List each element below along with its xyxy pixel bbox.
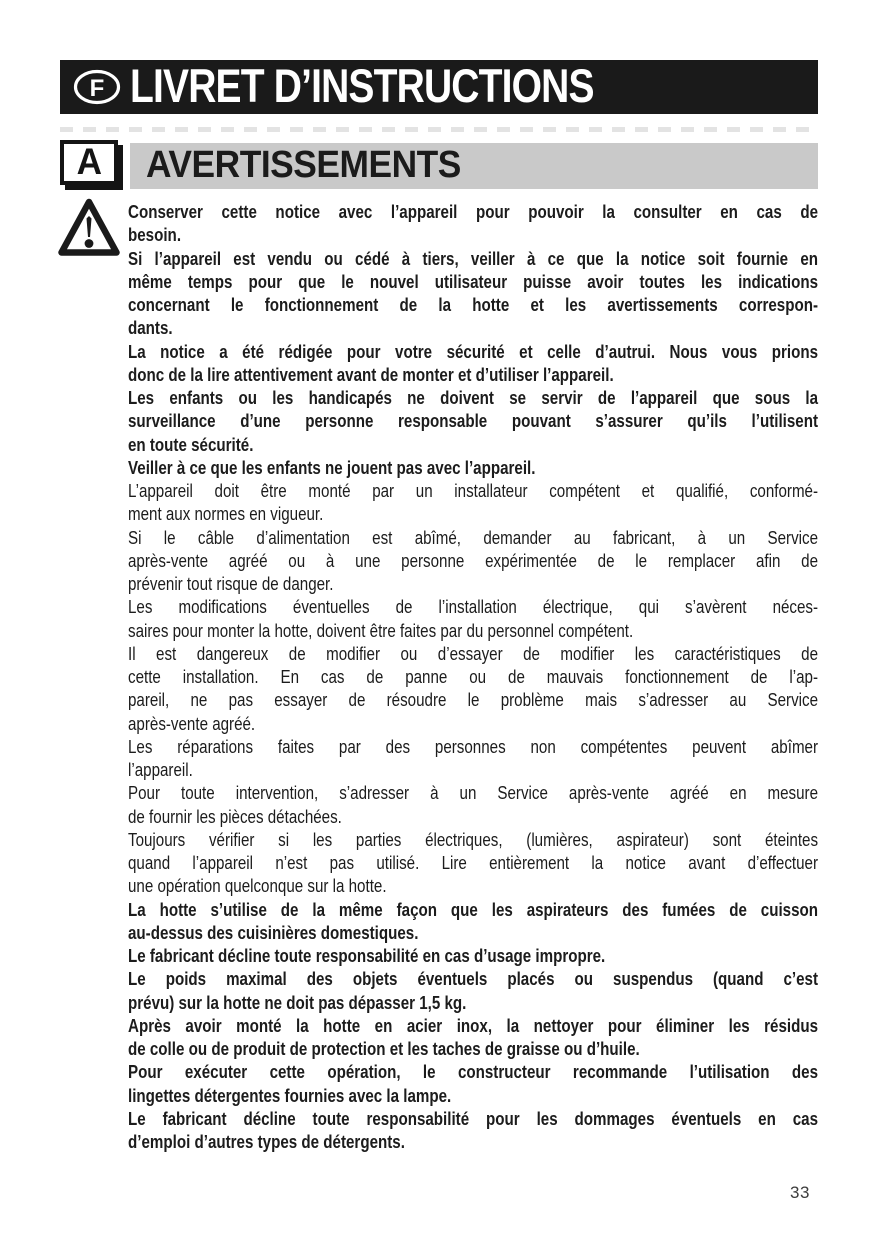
text-line: surveillance d’une personne responsable pouvant s’assurer qu’ils l’utilisent: [128, 411, 819, 432]
paragraph: [128, 1108, 818, 1155]
text-line: en toute sécurité.: [128, 434, 254, 455]
text-line: La notice a été rédigée pour votre sécurité et celle d’autrui. Nous vous prions: [128, 341, 819, 362]
text-line: Le fabricant décline toute responsabilité pour les dommages éventuels en cas: [128, 1108, 819, 1129]
text-line: quand l’appareil n’est pas utilisé. Lire entièrement la notice avant d’effectuer: [128, 853, 819, 873]
text-line: au-dessus des cuisinières domestiques.: [128, 922, 419, 943]
text-line: Toujours vérifier si les parties électriques, (lumières, aspirateur) sont éteintes: [128, 829, 819, 850]
text-line: prévu) sur la hotte ne doit pas dépasser 1,5 kg.: [128, 992, 467, 1013]
text-line: Le fabricant décline toute responsabilité en cas d’usage impropre.: [128, 946, 606, 966]
section-header-bar: [130, 143, 818, 189]
header-bar: [60, 60, 818, 114]
section-index-box: [60, 140, 118, 185]
text-line: donc de la lire attentivement avant de monter et d’utiliser l’appareil.: [128, 364, 614, 385]
text-line: cette installation. En cas de panne ou de mauvais fonctionnement de l’ap-: [128, 667, 819, 687]
paragraph: [128, 736, 818, 783]
text-line: L’appareil doit être monté par un installateur compétent et qualifié, conformé-: [128, 481, 819, 501]
paragraph: [128, 248, 818, 341]
paragraph: [128, 829, 818, 899]
paragraph: [128, 945, 818, 968]
paragraph: [128, 596, 818, 643]
text-line: besoin.: [128, 225, 182, 246]
text-line: pareil, ne pas essayer de résoudre le problème mais s’adresser au Service: [128, 690, 819, 711]
paragraph: [128, 387, 818, 457]
text-line: après-vente agréé.: [128, 713, 256, 734]
text-line: Les réparations faites par des personnes non compétentes peuvent abîmer: [128, 736, 819, 757]
section-title: AVERTISSEMENTS: [146, 143, 461, 186]
text-line: une opération quelconque sur la hotte.: [128, 876, 387, 897]
section-index-letter: A: [76, 140, 102, 182]
text-line: l’appareil.: [128, 760, 193, 780]
divider: [60, 127, 818, 132]
paragraph: [128, 782, 818, 829]
paragraph: [128, 341, 818, 388]
paragraph: [128, 201, 818, 248]
text-line: saires pour monter la hotte, doivent être faites par du personnel compétent.: [128, 620, 634, 641]
language-badge-letter: F: [89, 75, 105, 102]
paragraph: [128, 1015, 818, 1062]
text-line: Après avoir monté la hotte en acier inox, la nettoyer pour éliminer les résidus: [128, 1015, 819, 1036]
text-line: Si l’appareil est vendu ou cédé à tiers, veiller à ce que la notice soit fournie en: [128, 248, 819, 269]
paragraph: [128, 1061, 818, 1108]
text-line: de colle ou de produit de protection et les taches de graisse ou d’huile.: [128, 1039, 640, 1059]
paragraph: [128, 643, 818, 736]
paragraph: [128, 527, 818, 597]
paragraph: [128, 899, 818, 946]
text-line: La hotte s’utilise de la même façon que les aspirateurs des fumées de cuisson: [128, 899, 819, 920]
body-text: [128, 201, 818, 1154]
text-line: Si le câble d’alimentation est abîmé, demander au fabricant, à un Service: [128, 527, 819, 548]
text-line: même temps pour que le nouvel utilisateur puisse avoir toutes les indications: [128, 271, 819, 292]
text-line: de fournir les pièces détachées.: [128, 806, 342, 827]
text-line: ment aux normes en vigueur.: [128, 504, 324, 525]
text-line: Pour exécuter cette opération, le constructeur recommande l’utilisation des: [128, 1062, 819, 1083]
text-line: Les enfants ou les handicapés ne doivent se servir de l’appareil que sous la: [128, 388, 819, 408]
text-line: prévenir tout risque de danger.: [128, 574, 334, 594]
paragraph: [128, 480, 818, 527]
text-line: Le poids maximal des objets éventuels placés ou suspendus (quand c’est: [128, 969, 819, 990]
text-line: Pour toute intervention, s’adresser à un Service après-vente agréé en mesure: [128, 783, 819, 804]
text-line: Les modifications éventuelles de l’installation électrique, qui s’avèrent néces-: [128, 597, 819, 618]
text-line: après-vente agréé ou à une personne expérimentée de le remplacer afin de: [128, 550, 819, 571]
page-title: LIVRET D’INSTRUCTIONS: [130, 59, 594, 112]
text-line: concernant le fonctionnement de la hotte et les avertissements correspon-: [128, 295, 819, 315]
f-oval-badge-icon: [73, 69, 121, 105]
text-line: Il est dangereux de modifier ou d’essayer de modifier les caractéristiques de: [128, 643, 819, 664]
page-number: 33: [790, 1183, 810, 1202]
paragraph: [128, 968, 818, 1015]
text-line: dants.: [128, 318, 173, 339]
warning-triangle-icon: [57, 197, 121, 264]
text-line: d’emploi d’autres types de détergents.: [128, 1132, 405, 1152]
text-line: lingettes détergentes fournies avec la lampe.: [128, 1085, 452, 1106]
text-line: Veiller à ce que les enfants ne jouent pas avec l’appareil.: [128, 457, 536, 478]
paragraph: [128, 457, 818, 480]
text-line: Conserver cette notice avec l’appareil pour pouvoir la consulter en cas de: [128, 202, 819, 222]
